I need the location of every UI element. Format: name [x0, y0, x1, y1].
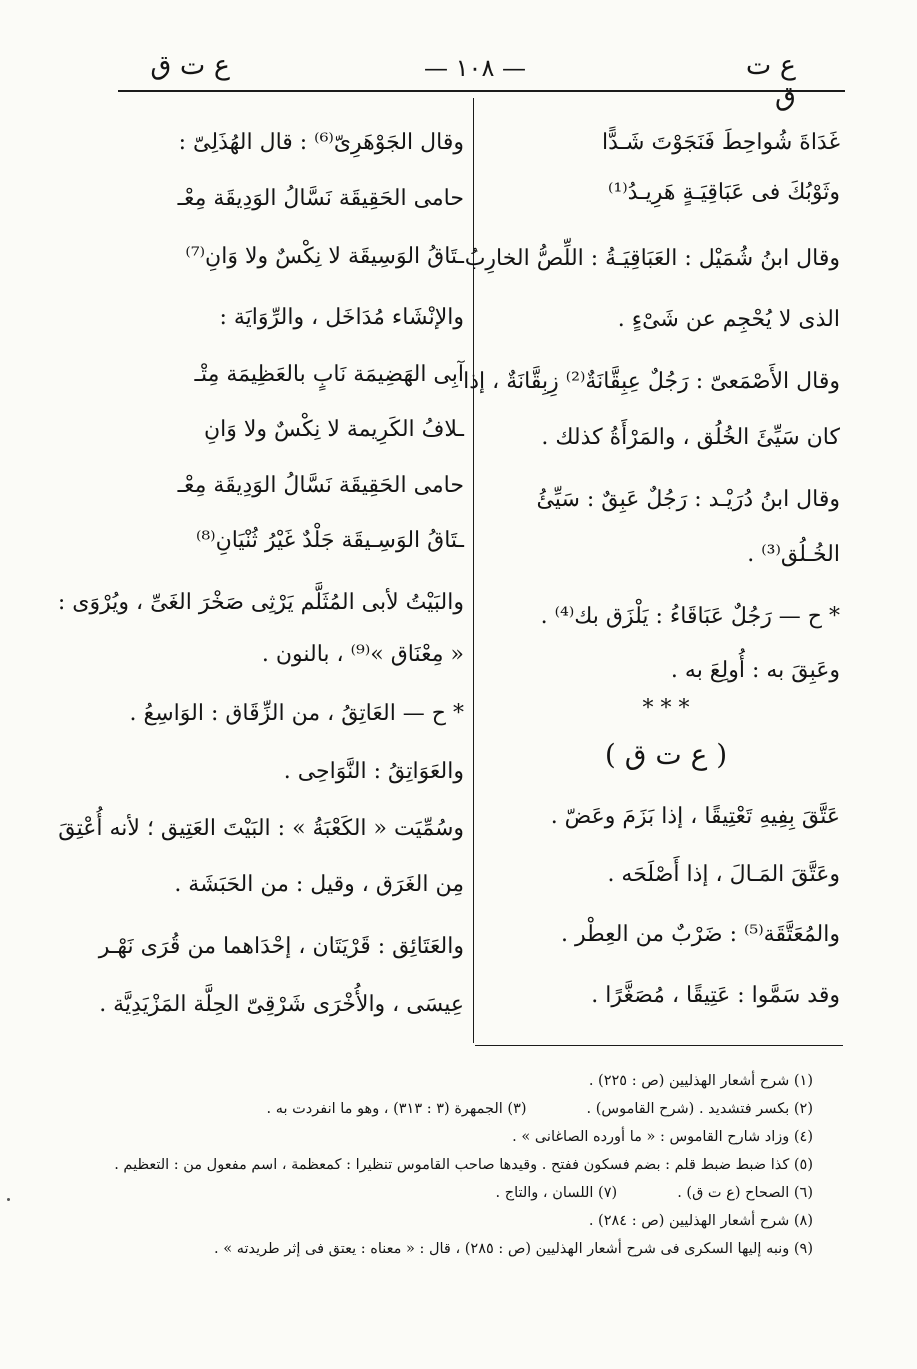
footnote-text: (٥) كذا ضبط ضبط قلم : بضم فسكون ففتح . وقيدها صاحب القاموس تنظيرا : كمعظمة ، اسم مفعول من : التعظيم .: [114, 1157, 813, 1173]
text-line: والإنْشَاء مُدَاخَل ، والرِّوَايَة :: [219, 305, 464, 330]
page-number: — ١٠٨ —: [424, 54, 526, 82]
footnote: [110, 1155, 813, 1183]
footnote: [110, 1099, 813, 1127]
footnotes: [110, 1071, 813, 1267]
text-line: والبَيْتُ لأبى المُثَلَّم يَرْثِى صَخْرَ الغَىِّ ، ويُرْوَى :: [57, 590, 464, 615]
text-line: وقال الأَصْمَعىّ : رَجُلٌ عِبِقَّانَةٌ⁽²⁾ زِبِقَّانَةٌ ، إذا: [463, 369, 840, 394]
text-line: وسُمِّيَت « الكَعْبَةُ » : البَيْتَ العَتِيق ؛ لأنه أُعْتِقَ: [58, 816, 464, 841]
text-line: غَدَاةَ شُواحِطَ فَنَجَوْتَ شَـدًّا: [601, 130, 840, 155]
text-line: وثَوْبُكَ فى عَبَاقِيَـةٍ هَرِيـدُ⁽¹⁾: [608, 180, 840, 205]
running-head-right: ع ت ق: [745, 50, 796, 112]
footnote-text: (٧) اللسان ، والتاج .: [495, 1185, 618, 1201]
footnote: [110, 1127, 813, 1155]
text-line: * ح — العَاتِقُ ، من الزِّقَاق : الوَاسِعُ .: [129, 701, 464, 726]
footnote-text: (٩) ونبه إليها السكرى فى شرح أشعار الهذليين (ص : ٢٨٥) ، قال : « معناه : يعتق فى إثر طريدته » .: [214, 1241, 813, 1257]
verse-line: ـتَاقُ الوَسِيقَة لا نِكْسٌ ولا وَانِ⁽⁷⁾: [185, 244, 464, 269]
footnote: [110, 1071, 813, 1099]
verse-line: ـتَاقُ الوَسِـيقَة جَلْدٌ غَيْرُ ثُنْيَانِ⁽⁸⁾: [195, 528, 464, 553]
text-line: والعَوَاتِقُ : النَّوَاحِى .: [283, 759, 464, 784]
footnote: [110, 1183, 813, 1211]
verse-line: ـلافُ الكَرِيمة لا نِكْسٌ ولا وَانِ: [203, 417, 464, 442]
footnote-rule: [475, 1045, 843, 1046]
text-line: عَتَّقَ بِفِيهِ تَعْتِيقًا ، إذا بَزَمَ وعَضّ .: [550, 804, 840, 829]
verse-line: آبِى الهَضِيمَة نَابٍ بالعَظِيمَة مِتْـ: [194, 362, 464, 387]
section-heading: ( ع ت ق ): [604, 738, 728, 771]
footnote: [110, 1239, 813, 1267]
column-divider: [473, 98, 474, 1043]
footnote-text: (٢) بكسر فتشديد . (شرح القاموس) .: [586, 1101, 813, 1117]
text-line: وقد سَمَّوا : عَتِيقًا ، مُصَغَّرًا .: [591, 983, 840, 1008]
text-line: وقال الجَوْهَرِىّ⁽⁶⁾ : قال الهُذَلِىّ :: [178, 130, 464, 155]
text-line: * ح — رَجُلٌ عَبَاقَاءُ : يَلْزَق بك⁽⁴⁾ .: [540, 604, 840, 629]
text-line: وعَبِقَ به : أُولِعَ به .: [670, 658, 840, 683]
footnote-text: (٤) وزاد شارح القاموس : « ما أورده الصاغانى » .: [512, 1129, 813, 1145]
text-line: عِيسَى ، والأُخْرَى شَرْقِىّ الحِلَّة المَزْيَدِيَّة .: [99, 992, 464, 1017]
text-line: مِن الغَرَق ، وقيل : من الحَبَشَة .: [174, 872, 464, 897]
header-rule: [118, 90, 845, 92]
running-head-left: ع ت ق: [150, 50, 230, 81]
text-line: « مِعْنَاق »⁽⁹⁾ ، بالنون .: [261, 642, 464, 667]
footnote: [110, 1211, 813, 1239]
text-line: كان سَيِّئَ الخُلُق ، والمَرْأَةُ كذلك .: [541, 425, 840, 450]
text-line: الخُـلُق⁽³⁾ .: [747, 542, 840, 567]
text-line: والعَتَائِق : قَرْيَتَان ، إحْدَاهما من قُرَى نَهْـر: [98, 934, 464, 959]
footnote-text: (٣) الجمهرة (٣ : ٣١٣) ، وهو ما انفردت به .: [266, 1101, 527, 1117]
text-line: الذى لا يُحْجِم عن شَىْءٍ .: [617, 307, 840, 332]
text-line: وقال ابنُ دُرَيْـد : رَجُلٌ عَبِقٌ : سَيِّئُ: [536, 487, 840, 512]
page-speck: [7, 1198, 10, 1201]
footnote-text: (٨) شرح أشعار الهذليين (ص : ٢٨٤) .: [588, 1213, 813, 1229]
text-line: وقال ابنُ شُمَيْل : العَبَاقِيَـةُ : اللِّصُّ الخارِبُ: [464, 246, 840, 271]
footnote-text: (١) شرح أشعار الهذليين (ص : ٢٢٥) .: [588, 1073, 813, 1089]
text-line: والمُعَتَّقَة⁽⁵⁾ : ضَرْبٌ من العِطْر .: [560, 922, 840, 947]
verse-line: حامى الحَقِيقَة نَسَّالُ الوَدِيقَة مِعْـ: [177, 186, 464, 211]
footnote-text: (٦) الصحاح (ع ت ق) .: [677, 1185, 813, 1201]
verse-line: حامى الحَقِيقَة نَسَّالُ الوَدِيقَة مِعْـ: [177, 473, 464, 498]
section-separator: * * *: [642, 696, 690, 721]
text-line: وعَتَّقَ المَـالَ ، إذا أَصْلَحَه .: [607, 862, 840, 887]
